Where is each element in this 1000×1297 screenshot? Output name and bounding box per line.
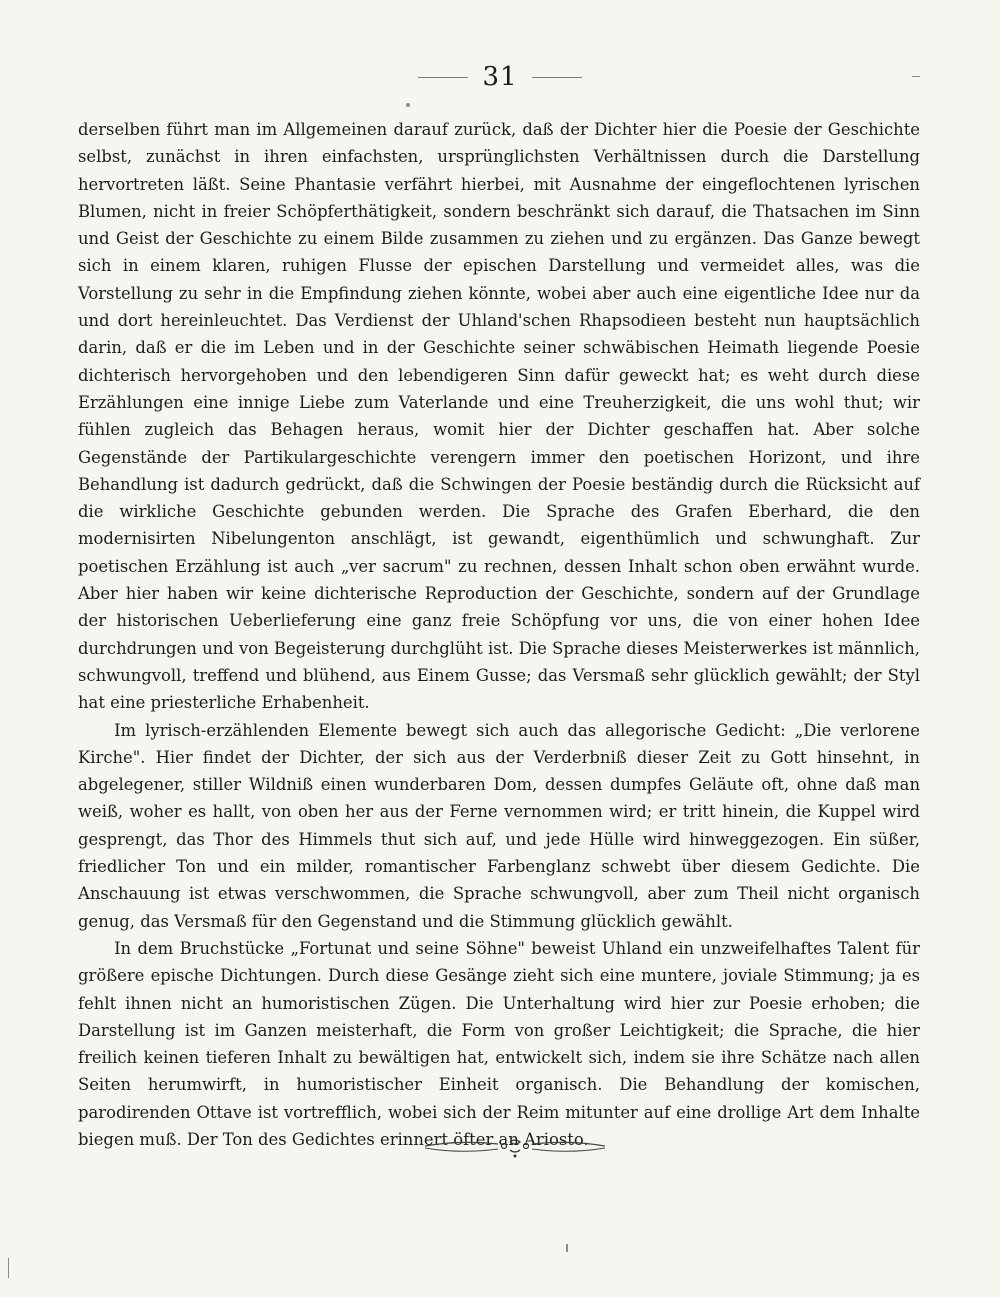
body-text bbox=[78, 116, 920, 1153]
paragraph: derselben führt man im Allgemeinen darauf zurück, daß der Dichter hier die Poesie der Geschichte selbst, zunächst in ihren einfachsten, ursprünglichsten Verhältnissen durch die Darstellung hervortreten läßt. Seine Phantasie verfährt hierbei, mit Ausnahme der eingeflochtenen lyrischen Blumen, nicht in freier Schöpferthätigkeit, sondern beschränkt sich darauf, die Thatsachen im Sinn und Geist der Geschichte zu einem Bilde zusammen zu ziehen und zu ergänzen. Das Ganze bewegt sich in einem klaren, ruhigen Flusse der epischen Darstellung und vermeidet alles, was die Vorstellung zu sehr in die Empfindung ziehen könnte, wobei aber auch eine eigentliche Idee nur da und dort hereinleuchtet. Das Verdienst der Uhland'schen Rhapsodieen besteht nun hauptsächlich darin, daß er die im Leben und in der Geschichte seiner schwäbischen Heimath liegende Poesie dichterisch hervorgehoben und den lebendigeren Sinn dafür geweckt hat; es weht durch diese Erzählungen eine innige Liebe zum Vaterlande und eine Treuherzigkeit, die uns wohl thut; wir fühlen zugleich das Behagen heraus, womit hier der Dichter geschaffen hat. Aber solche Gegenstände der Partikulargeschichte verengern immer den poetischen Horizont, und ihre Behandlung ist dadurch gedrückt, daß die Schwingen der Poesie beständig durch die Rücksicht auf die wirkliche Geschichte gebunden werden. Die Sprache des Grafen Eberhard, die den modernisirten Nibelungenton anschlägt, ist gewandt, eigenthümlich und schwunghaft. Zur poetischen Erzählung ist auch „ver sacrum" zu rechnen, dessen Inhalt schon oben erwähnt wurde. Aber hier haben wir keine dichterische Reproduction der Geschichte, sondern auf der Grundlage der historischen Ueberlieferung eine ganz freie Schöpfung vor uns, die von einer hohen Idee durchdrungen und von Begeisterung durchglüht ist. Die Sprache dieses Meisterwerkes ist männlich, schwungvoll, treffend und blühend, aus Einem Gusse; das Versmaß sehr glücklich gewählt; der Styl hat eine priesterliche Erhabenheit. bbox=[78, 120, 920, 713]
print-speck bbox=[406, 103, 410, 107]
end-ornament bbox=[420, 1132, 610, 1162]
header-rule-left bbox=[418, 77, 468, 78]
scan-speck bbox=[566, 1244, 568, 1252]
header-rule-right bbox=[532, 77, 582, 78]
page-number: 31 bbox=[482, 62, 518, 92]
paragraph: In dem Bruchstücke „Fortunat und seine Söhne" beweist Uhland ein unzweifelhaftes Talent für größere epische Dichtungen. Durch diese Gesänge zieht sich eine muntere, joviale Stimmung; ja es fehlt ihnen nicht an humoristischen Zügen. Die Unterhaltung wird hier zur Poesie erhoben; die Darstellung ist im Ganzen meisterhaft, die Form von großer Leichtigkeit; die Sprache, die hier freilich keinen tieferen Inhalt zu bewältigen hat, entwickelt sich, indem sie ihre Schätze nach allen Seiten herumwirft, in humoristischer Einheit organisch. Die Behandlung der komischen, parodirenden Ottave ist vortrefflich, wobei sich der Reim mitunter auf eine drollige Art dem Inhalte biegen muß. Der Ton des Gedichtes erinnert öfter an Ariosto. bbox=[78, 938, 920, 1149]
scan-edge-mark bbox=[8, 1258, 9, 1278]
scan-speck bbox=[912, 76, 920, 77]
paragraph: Im lyrisch-erzählenden Elemente bewegt sich auch das allegorische Gedicht: „Die verlorene Kirche". Hier findet der Dichter, der sich aus der Verderbniß dieser Zeit zu Gott hinsehnt, in abgelegener, stiller Wildniß einen wunderbaren Dom, dessen dumpfes Geläute oft, ohne daß man weiß, woher es hallt, von oben her aus der Ferne vernommen wird; er tritt hinein, die Kuppel wird gesprengt, das Thor des Himmels thut sich auf, und jede Hülle wird hinweggezogen. Ein süßer, friedlicher Ton und ein milder, romantischer Farbenglanz schwebt über diesem Gedichte. Die Anschauung ist etwas verschwommen, die Sprache schwungvoll, aber zum Theil nicht organisch genug, das Versmaß für den Gegenstand und die Stimmung glücklich gewählt. bbox=[78, 720, 920, 931]
page-header bbox=[0, 62, 1000, 92]
